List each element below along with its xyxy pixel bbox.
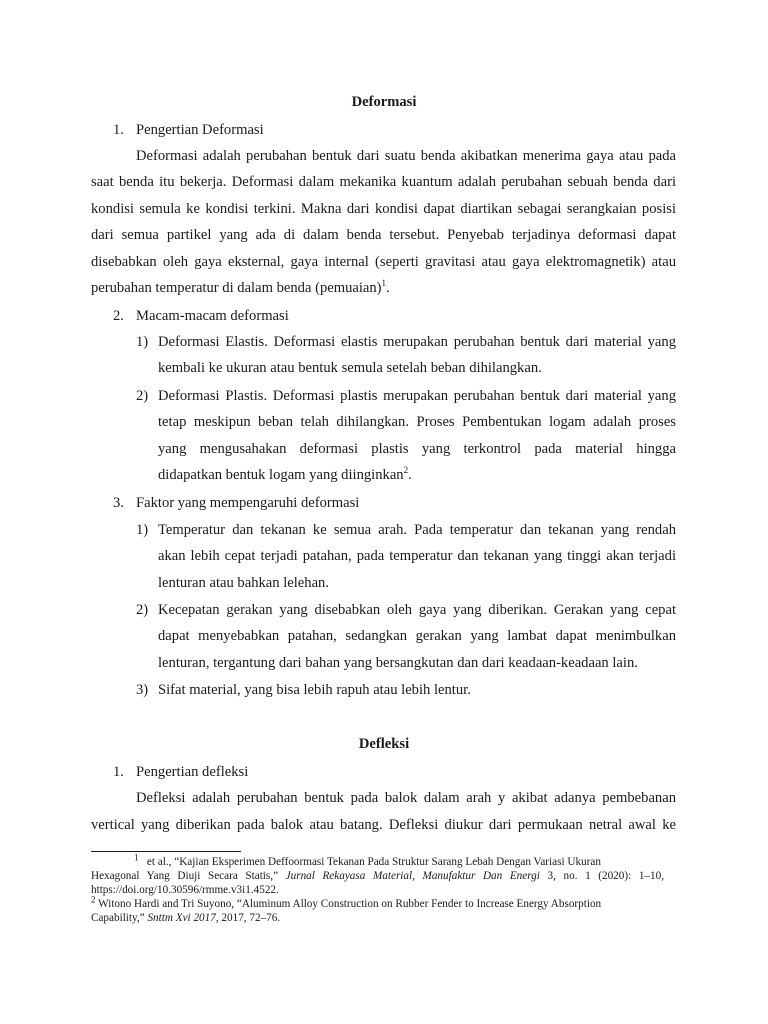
list-item-end: .: [408, 467, 412, 483]
heading-pengertian-deformasi: Pengertian Deformasi: [136, 122, 264, 138]
heading-faktor-deformasi: Faktor yang mempengaruhi deformasi: [136, 495, 360, 511]
paragraph-line: dari semua partikel yang ada di dalam benda tersebut. Penyebab terjadinya deformasi dapat: [91, 227, 676, 243]
heading-number: 1.: [113, 764, 124, 780]
footnote-1-journal: Jurnal Rekayasa Material, Manufaktur Dan Energi: [285, 870, 540, 882]
footnote-1-text: 3, no. 1 (2020): 1–10,: [539, 870, 664, 882]
footnote-1-doi-link[interactable]: https://doi.org/10.30596/rmme.v3i1.4522.: [91, 884, 279, 896]
footnote-2-line: [91, 911, 280, 925]
heading-pengertian-defleksi: Pengertian defleksi: [136, 764, 249, 780]
footnote-1-line: [134, 852, 601, 869]
list-number: 3): [136, 682, 149, 698]
list-item-line: dapat menyebabkan patahan, sedangkan gerakan yang lambat dapat menimbulkan: [158, 628, 676, 644]
list-item-line: tetap meskipun beban telah dihilangkan. Proses Pembentukan logam adalah proses: [158, 414, 676, 430]
footnote-2-line: [91, 894, 602, 911]
list-number: 1): [136, 522, 149, 538]
footnote-1-text: Hexagonal Yang Diuji Secara Statis,”: [91, 870, 286, 882]
list-item-line: lenturan atau bahkan lelehan.: [158, 575, 329, 591]
list-item-text: didapatkan bentuk logam yang diinginkan: [158, 467, 404, 483]
list-item-line: akan lebih cepat terjadi patahan, pada temperatur dan tekanan yang tinggi akan terjadi: [158, 548, 676, 564]
footnote-2-text: Witono Hardi and Tri Suyono, “Aluminum Alloy Construction on Rubber Fender to Increase Energy Absorption: [98, 898, 602, 910]
list-item-line: kembali ke ukuran atau bentuk semula setelah beban dihilangkan.: [158, 360, 542, 376]
footnote-ref-2[interactable]: 2: [403, 465, 409, 476]
list-number: 1): [136, 334, 149, 350]
footnote-2-mark: 2: [91, 894, 96, 905]
paragraph-line: Defleksi adalah perubahan bentuk pada balok dalam arah y akibat adanya pembebanan: [136, 790, 676, 806]
paragraph-line: saat benda itu bekerja. Deformasi dalam mekanika kuantum adalah perubahan sebuah benda dari: [91, 174, 676, 190]
list-item-line: Temperatur dan tekanan ke semua arah. Pada temperatur dan tekanan yang rendah: [158, 522, 676, 538]
footnote-2-text: , 2017, 72–76.: [215, 912, 281, 924]
footnote-ref-1[interactable]: 1: [381, 278, 387, 289]
list-item-line: lenturan, tergantung dari bahan yang bersangkutan dan dari keadaan-keadaan lain.: [158, 655, 638, 671]
footnote-separator: [91, 851, 241, 852]
list-item-line: Kecepatan gerakan yang disebabkan oleh gaya yang diberikan. Gerakan yang cepat: [158, 602, 676, 618]
paragraph-text: perubahan temperatur di dalam benda (pemuaian): [91, 280, 382, 296]
footnote-2-text: Capability,”: [91, 912, 148, 924]
heading-number: 2.: [113, 308, 124, 324]
footnote-2-source: Snttm Xvi 2017: [147, 912, 216, 924]
section-title-defleksi: Defleksi: [358, 736, 410, 752]
paragraph-line: disebabkan oleh gaya eksternal, gaya internal (seperti gravitasi atau gaya elektromagnetik) atau: [91, 254, 676, 270]
footnote-1-mark: 1: [134, 852, 139, 863]
list-item-line: Sifat material, yang bisa lebih rapuh atau lebih lentur.: [158, 682, 471, 698]
paragraph-line: vertical yang diberikan pada balok atau batang. Defleksi diukur dari permukaan netral awal ke: [91, 817, 676, 833]
footnote-1-text: et al., “Kajian Eksperimen Deffoormasi Tekanan Pada Struktur Sarang Lebah Dengan Variasi Ukuran: [146, 856, 601, 868]
list-item-line: Deformasi Plastis. Deformasi plastis merupakan perubahan bentuk dari material yang: [158, 388, 676, 404]
paragraph-last-line: [91, 279, 390, 297]
paragraph-line: kondisi semula ke kondisi terkini. Makna dari kondisi dapat diartikan sebagai serangkaian posisi: [91, 201, 676, 217]
heading-macam-deformasi: Macam-macam deformasi: [136, 308, 289, 324]
paragraph-end: .: [386, 280, 390, 296]
heading-number: 1.: [113, 122, 124, 138]
heading-number: 3.: [113, 495, 124, 511]
list-number: 2): [136, 602, 149, 618]
paragraph-line: Deformasi adalah perubahan bentuk dari suatu benda akibatkan menerima gaya atau pada: [136, 148, 676, 164]
list-item-line: yang mengusahakan deformasi plastis yang terkontrol pada material hingga: [158, 441, 676, 457]
section-title-deformasi: Deformasi: [351, 94, 417, 110]
list-number: 2): [136, 388, 149, 404]
list-item-last-line: [158, 466, 412, 484]
list-item-line: Deformasi Elastis. Deformasi elastis merupakan perubahan bentuk dari material yang: [158, 334, 676, 350]
footnote-1-line: [91, 869, 664, 883]
